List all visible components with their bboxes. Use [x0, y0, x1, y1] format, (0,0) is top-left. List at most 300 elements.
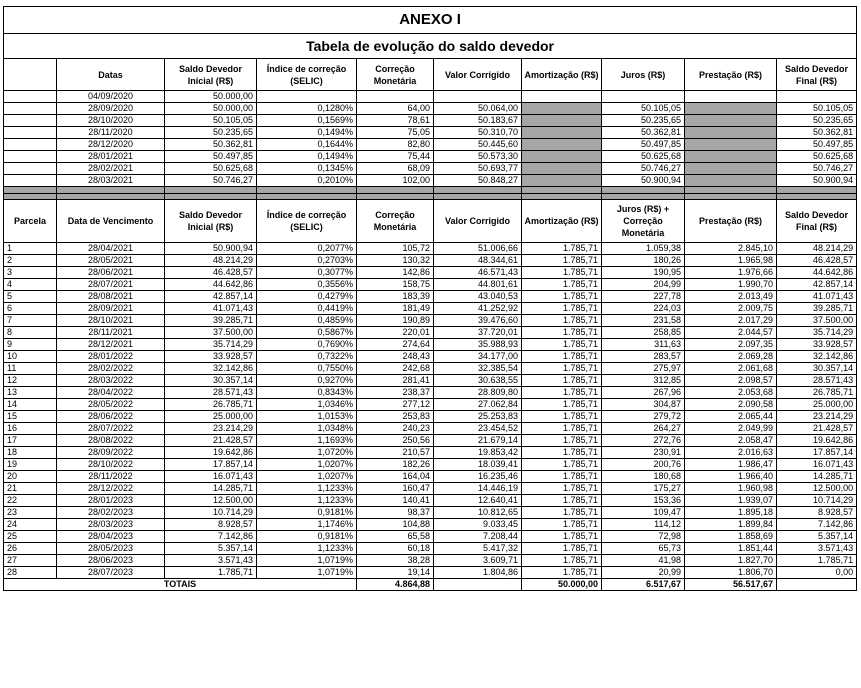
- table-row: [4, 567, 857, 579]
- table-cell: 1.939,07: [685, 495, 777, 507]
- table-cell: 28/02/2021: [57, 163, 165, 175]
- table-cell: 8: [4, 327, 57, 339]
- table-cell: 1.785,71: [522, 375, 602, 387]
- table-cell: 75,44: [357, 151, 434, 163]
- table-cell: 48.344,61: [434, 255, 522, 267]
- table-cell: 32.142,86: [777, 351, 857, 363]
- table-cell: 12.500,00: [777, 483, 857, 495]
- table-cell: 21.428,57: [165, 435, 257, 447]
- table-cell: 50.310,70: [434, 127, 522, 139]
- total-empty-cell: [434, 579, 522, 591]
- interest-header: Juros (R$): [602, 59, 685, 91]
- table-cell: 28/07/2021: [57, 279, 165, 291]
- table-cell: 0,8343%: [257, 387, 357, 399]
- table-cell: 65,73: [602, 543, 685, 555]
- table-cell: 0,2010%: [257, 175, 357, 187]
- table-cell: [4, 151, 57, 163]
- table-cell: 50.497,85: [777, 139, 857, 151]
- pre-table-row: [4, 91, 857, 103]
- table-cell: 1.806,70: [685, 567, 777, 579]
- table-cell: 1.966,40: [685, 471, 777, 483]
- table-cell: 50.362,81: [777, 127, 857, 139]
- table-cell: 105,72: [357, 243, 434, 255]
- table-cell: 20,99: [602, 567, 685, 579]
- separator-cell: [434, 187, 522, 194]
- table-cell: 2.090,58: [685, 399, 777, 411]
- table-cell: 30.638,55: [434, 375, 522, 387]
- table-row: [4, 471, 857, 483]
- table-cell: 0,9181%: [257, 507, 357, 519]
- separator-cell: [4, 187, 57, 194]
- table-cell: 28/09/2020: [57, 103, 165, 115]
- table-cell: 28/10/2022: [57, 459, 165, 471]
- table-cell: 18.039,41: [434, 459, 522, 471]
- document-title: ANEXO I: [4, 7, 857, 34]
- table-cell: 200,76: [602, 459, 685, 471]
- table-row: [4, 387, 857, 399]
- table-cell: 23: [4, 507, 57, 519]
- table-cell: 28/12/2020: [57, 139, 165, 151]
- table-cell: 3.571,43: [777, 543, 857, 555]
- table-row: [4, 363, 857, 375]
- table-cell: 2.053,68: [685, 387, 777, 399]
- table-cell: [4, 139, 57, 151]
- table-cell: 25.000,00: [777, 399, 857, 411]
- table-cell: 28/03/2023: [57, 519, 165, 531]
- separator-row: [4, 187, 857, 194]
- table-cell: 140,41: [357, 495, 434, 507]
- table-cell: 22: [4, 495, 57, 507]
- table-cell: 44.642,86: [777, 267, 857, 279]
- table-cell: 50.746,27: [777, 163, 857, 175]
- table-cell: 2.009,75: [685, 303, 777, 315]
- table-cell: 78,61: [357, 115, 434, 127]
- table-cell: 30.357,14: [165, 375, 257, 387]
- table-row: [4, 543, 857, 555]
- table-cell: [4, 175, 57, 187]
- blank-header: [4, 59, 57, 91]
- table-cell: 50.362,81: [602, 127, 685, 139]
- table-row: [4, 411, 857, 423]
- table-cell: [4, 127, 57, 139]
- table-cell: 26: [4, 543, 57, 555]
- table-cell: 180,26: [602, 255, 685, 267]
- table-cell: 25: [4, 531, 57, 543]
- table-cell: 1.785,71: [522, 243, 602, 255]
- table-cell: 9.033,45: [434, 519, 522, 531]
- table-cell: 2.049,99: [685, 423, 777, 435]
- table-cell: 5: [4, 291, 57, 303]
- installment-number-header: Parcela: [4, 200, 57, 243]
- table-cell: 0,4279%: [257, 291, 357, 303]
- table-cell: 2.097,35: [685, 339, 777, 351]
- final-balance-header: Saldo Devedor Final (R$): [777, 200, 857, 243]
- table-cell: 1.851,44: [685, 543, 777, 555]
- pre-table-row: [4, 163, 857, 175]
- table-cell: 28/06/2021: [57, 267, 165, 279]
- table-cell: 27.062,84: [434, 399, 522, 411]
- table-cell: [522, 151, 602, 163]
- amortization-header: Amortização (R$): [522, 59, 602, 91]
- table-cell: 75,05: [357, 127, 434, 139]
- final-balance-header: Saldo Devedor Final (R$): [777, 59, 857, 91]
- table-cell: 82,80: [357, 139, 434, 151]
- table-cell: 281,41: [357, 375, 434, 387]
- table-cell: 1.827,70: [685, 555, 777, 567]
- table-cell: 0,4859%: [257, 315, 357, 327]
- table-cell: 28/05/2022: [57, 399, 165, 411]
- table-cell: [522, 127, 602, 139]
- table-cell: 28/04/2022: [57, 387, 165, 399]
- table-cell: 28/09/2021: [57, 303, 165, 315]
- table-cell: 28/05/2021: [57, 255, 165, 267]
- separator-cell: [522, 187, 602, 194]
- table-cell: 1.785,71: [777, 555, 857, 567]
- table-cell: 43.040,53: [434, 291, 522, 303]
- table-cell: 35.714,29: [777, 327, 857, 339]
- table-cell: 28/11/2022: [57, 471, 165, 483]
- table-cell: 28/08/2022: [57, 435, 165, 447]
- table-cell: [357, 91, 434, 103]
- table-cell: 1.785,71: [522, 303, 602, 315]
- pre-table-row: [4, 115, 857, 127]
- table-cell: 130,32: [357, 255, 434, 267]
- table-cell: 1.899,84: [685, 519, 777, 531]
- table-cell: 1,0153%: [257, 411, 357, 423]
- pre-table-row: [4, 127, 857, 139]
- table-row: [4, 375, 857, 387]
- table-cell: 1,0207%: [257, 459, 357, 471]
- table-subtitle: Tabela de evolução do saldo devedor: [4, 34, 857, 59]
- table-row: [4, 291, 857, 303]
- separator-cell: [165, 187, 257, 194]
- table-cell: 175,27: [602, 483, 685, 495]
- table-cell: 39.476,60: [434, 315, 522, 327]
- table-cell: 1.785,71: [522, 459, 602, 471]
- table-cell: 44.801,61: [434, 279, 522, 291]
- table-cell: 1.785,71: [522, 327, 602, 339]
- table-cell: 46.571,43: [434, 267, 522, 279]
- table-cell: 42.857,14: [777, 279, 857, 291]
- table-cell: 28/12/2022: [57, 483, 165, 495]
- table-cell: 6: [4, 303, 57, 315]
- table-cell: 1.976,66: [685, 267, 777, 279]
- interest-correction-header: Juros (R$) + Correção Monetária: [602, 200, 685, 243]
- totals-label: TOTAIS: [4, 579, 357, 591]
- table-row: [4, 255, 857, 267]
- amortization-header: Amortização (R$): [522, 200, 602, 243]
- table-cell: 2.845,10: [685, 243, 777, 255]
- table-cell: [522, 139, 602, 151]
- table-cell: 19: [4, 459, 57, 471]
- table-cell: 1.804,86: [434, 567, 522, 579]
- table-cell: 41.071,43: [777, 291, 857, 303]
- table-cell: 0,2077%: [257, 243, 357, 255]
- monetary-correction-header: Correção Monetária: [357, 200, 434, 243]
- table-cell: 21: [4, 483, 57, 495]
- dates-header: Datas: [57, 59, 165, 91]
- table-cell: [4, 163, 57, 175]
- table-cell: 50.746,27: [165, 175, 257, 187]
- table-cell: 37.720,01: [434, 327, 522, 339]
- table-cell: 28/05/2023: [57, 543, 165, 555]
- table-cell: 210,57: [357, 447, 434, 459]
- table-cell: 0,9270%: [257, 375, 357, 387]
- table-cell: 28: [4, 567, 57, 579]
- table-cell: 41.071,43: [165, 303, 257, 315]
- table-cell: 12: [4, 375, 57, 387]
- table-cell: 14.285,71: [165, 483, 257, 495]
- table-cell: 0,4419%: [257, 303, 357, 315]
- table-cell: 37.500,00: [777, 315, 857, 327]
- table-cell: 1,0207%: [257, 471, 357, 483]
- table-cell: 279,72: [602, 411, 685, 423]
- table-cell: 72,98: [602, 531, 685, 543]
- table-cell: 44.642,86: [165, 279, 257, 291]
- table-cell: 3.609,71: [434, 555, 522, 567]
- table-cell: 16.235,46: [434, 471, 522, 483]
- table-cell: 64,00: [357, 103, 434, 115]
- installment-header: Prestação (R$): [685, 59, 777, 91]
- table-cell: 50.625,68: [777, 151, 857, 163]
- table-cell: 38,28: [357, 555, 434, 567]
- table-cell: 32.385,54: [434, 363, 522, 375]
- table-cell: 65,58: [357, 531, 434, 543]
- table-cell: 33.928,57: [165, 351, 257, 363]
- table-cell: 1.785,71: [522, 507, 602, 519]
- table-cell: 0,1494%: [257, 151, 357, 163]
- table-cell: 17.857,14: [165, 459, 257, 471]
- table-cell: 50.000,00: [165, 103, 257, 115]
- table-cell: 258,85: [602, 327, 685, 339]
- table-cell: 2.013,49: [685, 291, 777, 303]
- table-cell: 183,39: [357, 291, 434, 303]
- table-cell: 1.986,47: [685, 459, 777, 471]
- table-cell: 0,1644%: [257, 139, 357, 151]
- table-cell: 240,23: [357, 423, 434, 435]
- table-cell: 1.785,71: [522, 363, 602, 375]
- total-correction: 4.864,88: [357, 579, 434, 591]
- table-cell: 28/01/2023: [57, 495, 165, 507]
- table-cell: 1.785,71: [522, 423, 602, 435]
- table-row: [4, 459, 857, 471]
- debt-evolution-table: [3, 6, 857, 591]
- table-cell: 1.785,71: [522, 411, 602, 423]
- table-cell: 109,47: [602, 507, 685, 519]
- separator-cell: [685, 187, 777, 194]
- table-cell: 46.428,57: [165, 267, 257, 279]
- table-cell: 50.105,05: [777, 103, 857, 115]
- table-cell: 50.445,60: [434, 139, 522, 151]
- table-row: [4, 399, 857, 411]
- table-cell: 204,99: [602, 279, 685, 291]
- table-cell: 60,18: [357, 543, 434, 555]
- table-cell: 2.065,44: [685, 411, 777, 423]
- table-cell: 2.061,68: [685, 363, 777, 375]
- table-row: [4, 339, 857, 351]
- table-cell: 0,1494%: [257, 127, 357, 139]
- table-cell: 227,78: [602, 291, 685, 303]
- table-cell: 7.142,86: [165, 531, 257, 543]
- table-cell: 50.235,65: [602, 115, 685, 127]
- table-cell: 50.105,05: [165, 115, 257, 127]
- table-cell: 5.417,32: [434, 543, 522, 555]
- table-cell: 283,57: [602, 351, 685, 363]
- table-cell: 98,37: [357, 507, 434, 519]
- table-cell: 1.785,71: [522, 291, 602, 303]
- table-cell: [4, 103, 57, 115]
- table-cell: 28/01/2022: [57, 351, 165, 363]
- separator-cell: [257, 187, 357, 194]
- table-cell: 1.785,71: [522, 567, 602, 579]
- table-cell: 274,64: [357, 339, 434, 351]
- table-row: [4, 495, 857, 507]
- table-cell: 12.640,41: [434, 495, 522, 507]
- table-cell: 50.362,81: [165, 139, 257, 151]
- table-cell: 1,1746%: [257, 519, 357, 531]
- table-cell: 50.183,67: [434, 115, 522, 127]
- table-row: [4, 483, 857, 495]
- table-cell: 28.571,43: [777, 375, 857, 387]
- table-cell: 1,0720%: [257, 447, 357, 459]
- table-cell: 68,09: [357, 163, 434, 175]
- table-cell: 04/09/2020: [57, 91, 165, 103]
- table-cell: 1.990,70: [685, 279, 777, 291]
- table-cell: 1,1693%: [257, 435, 357, 447]
- table-cell: 50.693,77: [434, 163, 522, 175]
- table-cell: 28/02/2023: [57, 507, 165, 519]
- table-cell: 0,9181%: [257, 531, 357, 543]
- table-cell: 7.208,44: [434, 531, 522, 543]
- table-cell: 2: [4, 255, 57, 267]
- corrected-value-header: Valor Corrigido: [434, 200, 522, 243]
- table-cell: 1,1233%: [257, 543, 357, 555]
- table-cell: 277,12: [357, 399, 434, 411]
- table-cell: 28/01/2021: [57, 151, 165, 163]
- table-cell: 17: [4, 435, 57, 447]
- table-cell: 50.900,94: [777, 175, 857, 187]
- table-cell: [685, 91, 777, 103]
- table-cell: 20: [4, 471, 57, 483]
- table-cell: 102,00: [357, 175, 434, 187]
- table-cell: 28/04/2023: [57, 531, 165, 543]
- table-cell: 48.214,29: [165, 255, 257, 267]
- table-cell: 180,68: [602, 471, 685, 483]
- table-cell: 1.960,98: [685, 483, 777, 495]
- table-cell: 248,43: [357, 351, 434, 363]
- table-cell: 28/12/2021: [57, 339, 165, 351]
- table-cell: 253,83: [357, 411, 434, 423]
- table-cell: [522, 91, 602, 103]
- header-row: [4, 59, 857, 91]
- separator-cell: [57, 187, 165, 194]
- table-cell: [685, 103, 777, 115]
- table-cell: 50.235,65: [165, 127, 257, 139]
- table-cell: 21.428,57: [777, 423, 857, 435]
- table-cell: 32.142,86: [165, 363, 257, 375]
- table-cell: 41,98: [602, 555, 685, 567]
- table-cell: 0,3556%: [257, 279, 357, 291]
- table-cell: 10: [4, 351, 57, 363]
- table-row: [4, 507, 857, 519]
- table-cell: [602, 91, 685, 103]
- table-cell: 304,87: [602, 399, 685, 411]
- table-cell: 0,7322%: [257, 351, 357, 363]
- monetary-correction-header: Correção Monetária: [357, 59, 434, 91]
- table-cell: 0,2703%: [257, 255, 357, 267]
- table-cell: 1.785,71: [522, 543, 602, 555]
- table-cell: 28/07/2022: [57, 423, 165, 435]
- table-cell: 13: [4, 387, 57, 399]
- table-cell: 1.858,69: [685, 531, 777, 543]
- table-row: [4, 531, 857, 543]
- table-row: [4, 351, 857, 363]
- total-interest: 6.517,67: [602, 579, 685, 591]
- table-cell: 28/06/2023: [57, 555, 165, 567]
- installment-header: Prestação (R$): [685, 200, 777, 243]
- table-row: [4, 303, 857, 315]
- table-cell: 23.214,29: [165, 423, 257, 435]
- table-cell: 1,1233%: [257, 495, 357, 507]
- table-cell: 114,12: [602, 519, 685, 531]
- table-cell: 28.571,43: [165, 387, 257, 399]
- table-cell: [685, 127, 777, 139]
- table-cell: 23.454,52: [434, 423, 522, 435]
- table-cell: 50.497,85: [602, 139, 685, 151]
- table-cell: 28.809,80: [434, 387, 522, 399]
- table-row: [4, 315, 857, 327]
- table-cell: 2.058,47: [685, 435, 777, 447]
- table-cell: 50.235,65: [777, 115, 857, 127]
- table-cell: 19.642,86: [777, 435, 857, 447]
- table-cell: 50.497,85: [165, 151, 257, 163]
- table-cell: 2.069,28: [685, 351, 777, 363]
- table-cell: 18: [4, 447, 57, 459]
- table-cell: 10.714,29: [165, 507, 257, 519]
- table-cell: 0,1569%: [257, 115, 357, 127]
- table-cell: 0,7690%: [257, 339, 357, 351]
- totals-row: [4, 579, 857, 591]
- table-cell: 26.785,71: [165, 399, 257, 411]
- table-cell: 104,88: [357, 519, 434, 531]
- pre-table-row: [4, 103, 857, 115]
- table-cell: 164,04: [357, 471, 434, 483]
- table-cell: 1,0346%: [257, 399, 357, 411]
- table-row: [4, 435, 857, 447]
- table-cell: 190,89: [357, 315, 434, 327]
- table-cell: 5.357,14: [777, 531, 857, 543]
- table-cell: 220,01: [357, 327, 434, 339]
- table-cell: [522, 115, 602, 127]
- table-cell: 0,3077%: [257, 267, 357, 279]
- table-row: [4, 447, 857, 459]
- table-cell: 1.785,71: [522, 555, 602, 567]
- table-cell: 181,49: [357, 303, 434, 315]
- table-cell: 28/10/2021: [57, 315, 165, 327]
- table-cell: 39.285,71: [165, 315, 257, 327]
- table-cell: 27: [4, 555, 57, 567]
- table-cell: 16.071,43: [165, 471, 257, 483]
- table-cell: 272,76: [602, 435, 685, 447]
- table-cell: 1.059,38: [602, 243, 685, 255]
- table-cell: 50.848,27: [434, 175, 522, 187]
- table-cell: 30.357,14: [777, 363, 857, 375]
- table-cell: 9: [4, 339, 57, 351]
- table-cell: 190,95: [602, 267, 685, 279]
- table-cell: 2.098,57: [685, 375, 777, 387]
- table-cell: 50.900,94: [602, 175, 685, 187]
- total-amortization: 50.000,00: [522, 579, 602, 591]
